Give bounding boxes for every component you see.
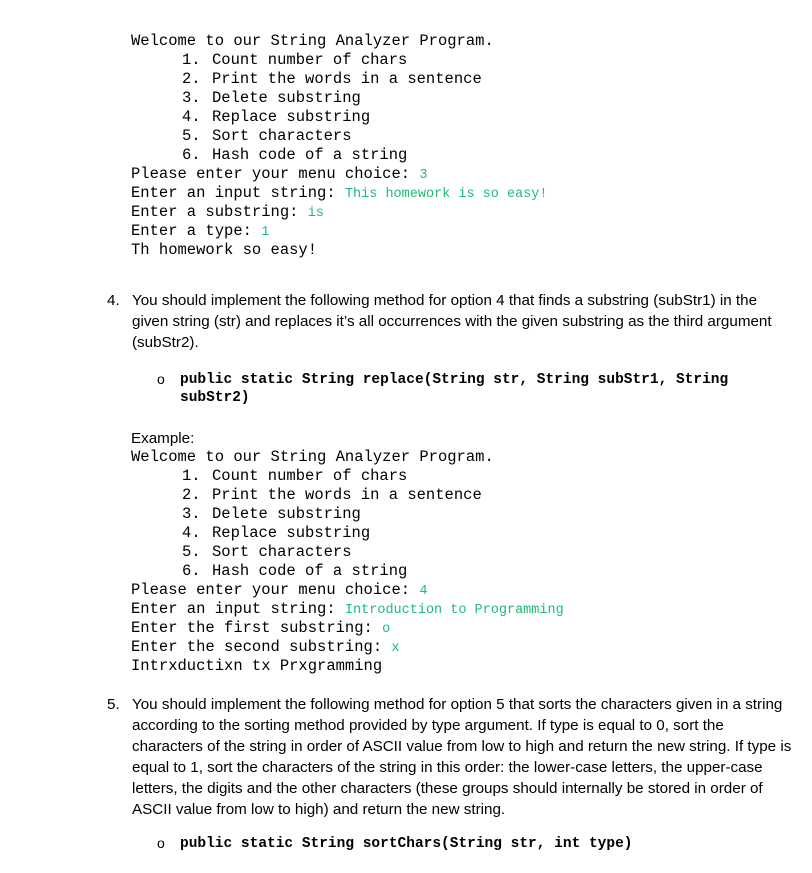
menu-item: 1. Count number of chars (182, 51, 408, 69)
second-substring-line: Enter the second substring: x (131, 638, 400, 656)
replace-signature-line2: subStr2) (180, 390, 250, 406)
menu-item: 3. Delete substring (182, 89, 361, 107)
example-label: Example: (131, 430, 195, 447)
menu-item: 6. Hash code of a string (182, 146, 408, 164)
section-5-text: You should implement the following method for option 5 that sorts the characters given in a string according to the sorting method provided by type argument. If type is equal to 0, sort the characters of the string in order of ASCII value from low to high and return the new string. If type is equal to 1, sort the characters of the string in this order: the lower-case letters, the upper-case letters, the digits and the other characters (these groups should internally be stored in order of ASCII value from low to high) and return the new string. (132, 696, 792, 818)
menu-item: 4. Replace substring (182, 108, 371, 126)
input-line: Enter an input string: This homework is so easy! (131, 184, 548, 202)
first-substring-line: Enter the first substring: o (131, 619, 391, 637)
section-4-text: You should implement the following method for option 4 that finds a substring (subStr1) in the given string (str) and replaces it’s all occurrences with the given substring as the third argument (subStr2). (132, 292, 772, 351)
menu-item: 4. Replace substring (182, 524, 371, 542)
menu-item: 5. Sort characters (182, 543, 352, 561)
section-4-number: 4. (107, 292, 120, 309)
menu-item: 2. Print the words in a sentence (182, 70, 482, 88)
menu-item: 2. Print the words in a sentence (182, 486, 482, 504)
section-5-number: 5. (107, 696, 120, 713)
menu-item: 5. Sort characters (182, 127, 352, 145)
substring-line: Enter a substring: is (131, 203, 324, 221)
replace-signature-line1: public static String replace(String str, String subStr1, String (180, 372, 729, 388)
welcome-line: Welcome to our String Analyzer Program. (131, 448, 494, 466)
input-line: Enter an input string: Introduction to Programming (131, 600, 564, 618)
menu-item: 6. Hash code of a string (182, 562, 408, 580)
output-line: Intrxductixn tx Prxgramming (131, 657, 383, 675)
output-line: Th homework so easy! (131, 241, 318, 259)
menu-item: 3. Delete substring (182, 505, 361, 523)
choice-line: Please enter your menu choice: 4 (131, 581, 428, 599)
sortchars-signature: public static String sortChars(String str, int type) (180, 836, 633, 852)
type-line: Enter a type: 1 (131, 222, 270, 240)
choice-line: Please enter your menu choice: 3 (131, 165, 428, 183)
welcome-line: Welcome to our String Analyzer Program. (131, 32, 494, 50)
bullet-icon: o (157, 371, 165, 387)
menu-item: 1. Count number of chars (182, 467, 408, 485)
bullet-icon: o (157, 835, 165, 851)
